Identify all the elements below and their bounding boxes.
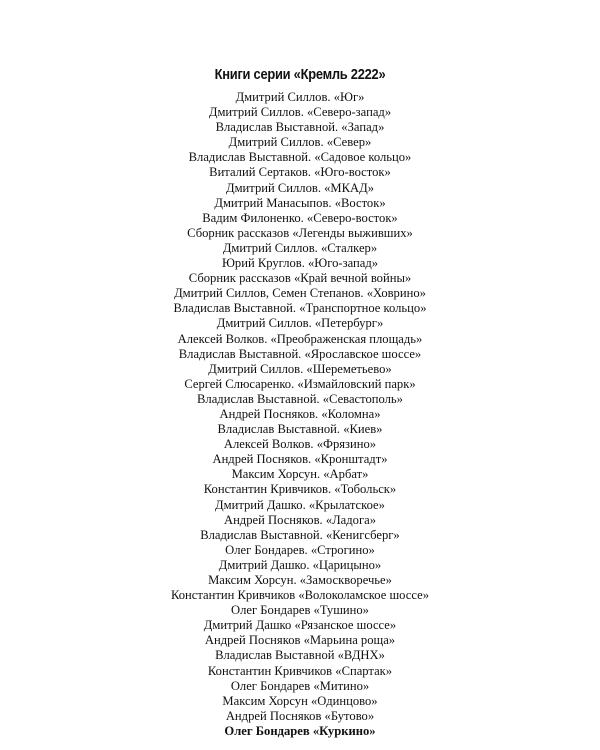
book-entry: Олег Бондарев «Тушино» — [231, 603, 369, 618]
book-entry: Дмитрий Силлов, Семен Степанов. «Ховрино» — [174, 286, 426, 301]
book-entry: Владислав Выставной. «Севастополь» — [197, 391, 403, 406]
book-entry: Дмитрий Дашко. «Крылатское» — [215, 497, 385, 512]
book-entry: Сборник рассказов «Край вечной войны» — [188, 271, 412, 286]
book-entry: Алексей Волков. «Фрязино» — [223, 437, 377, 452]
book-entry: Константин Кривчиков «Волоколамское шоссе» — [170, 588, 429, 603]
book-entry: Олег Бондарев «Куркино» — [224, 723, 376, 738]
book-entry: Владислав Выставной. «Садовое кольцо» — [188, 150, 412, 165]
book-entry: Юрий Круглов. «Юго-запад» — [221, 256, 379, 271]
book-entry: Андрей Посняков. «Кронштадт» — [212, 452, 388, 467]
book-entry: Константин Кривчиков «Спартак» — [207, 663, 393, 678]
book-entry: Дмитрий Силлов. «МКАД» — [225, 180, 374, 195]
book-entry: Владислав Выставной «ВДНХ» — [215, 648, 385, 663]
book-entry: Олег Бондарев. «Строгино» — [225, 542, 375, 557]
book-entry: Виталий Сертаков. «Юго-восток» — [209, 165, 391, 180]
book-entry: Максим Хорсун «Одинцово» — [222, 693, 378, 708]
book-entry: Андрей Посняков. «Ладога» — [223, 512, 377, 527]
book-entry: Вадим Филоненко. «Северо-восток» — [202, 210, 398, 225]
book-entry: Максим Хорсун. «Арбат» — [231, 467, 369, 482]
book-entry: Владислав Выставной. «Ярославское шоссе» — [178, 346, 422, 361]
book-entry: Сборник рассказов «Легенды выживших» — [187, 225, 413, 240]
book-entry: Владислав Выставной. «Транспортное кольцо» — [173, 301, 427, 316]
book-entry: Сергей Слюсаренко. «Измайловский парк» — [184, 376, 416, 391]
book-entry: Константин Кривчиков. «Тобольск» — [203, 482, 397, 497]
book-entry: Дмитрий Силлов. «Петербург» — [216, 316, 384, 331]
book-entry: Дмитрий Силлов. «Сталкер» — [222, 240, 378, 255]
book-list — [0, 90, 600, 739]
book-entry: Андрей Посняков. «Коломна» — [219, 406, 381, 421]
book-entry: Владислав Выставной. «Киев» — [217, 422, 383, 437]
book-entry: Андрей Посняков «Марьина роща» — [204, 633, 396, 648]
book-entry: Владислав Выставной. «Запад» — [215, 120, 385, 135]
book-entry: Дмитрий Дашко «Рязанское шоссе» — [203, 618, 397, 633]
book-entry: Максим Хорсун. «Замоскворечье» — [208, 573, 392, 587]
book-entry: Дмитрий Силлов. «Шереметьево» — [208, 361, 392, 376]
series-heading: Книги серии «Кремль 2222» — [214, 66, 386, 83]
book-entry: Дмитрий Дашко. «Царицыно» — [218, 557, 382, 572]
book-entry: Дмитрий Манасыпов. «Восток» — [214, 195, 386, 210]
book-entry: Андрей Посняков «Бутово» — [225, 708, 375, 723]
book-entry: Владислав Выставной. «Кенигсберг» — [200, 527, 400, 542]
book-entry: Дмитрий Силлов. «Северо-запад» — [208, 105, 392, 120]
book-entry: Олег Бондарев «Митино» — [230, 678, 370, 693]
book-entry: Алексей Волков. «Преображенская площадь» — [177, 331, 423, 346]
book-entry: Дмитрий Силлов. «Север» — [228, 135, 372, 150]
book-entry: Дмитрий Силлов. «Юг» — [235, 90, 365, 104]
